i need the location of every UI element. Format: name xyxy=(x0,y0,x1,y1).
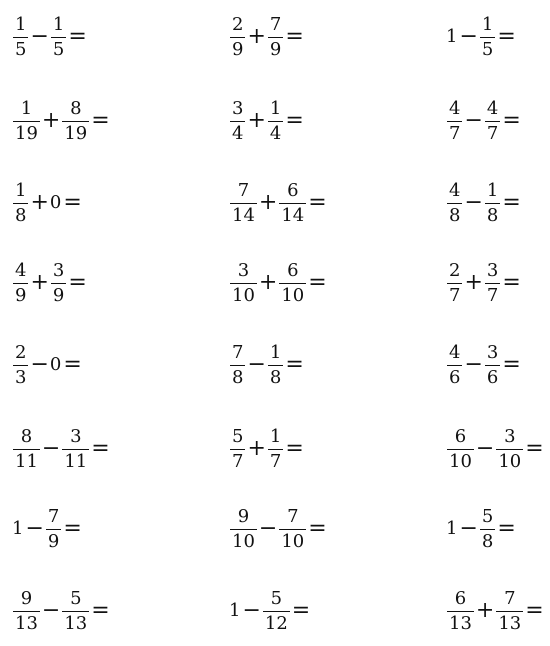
numerator: 3 xyxy=(486,341,499,363)
equals-sign: = xyxy=(308,516,327,541)
problem xyxy=(229,330,305,400)
equals-sign: = xyxy=(285,24,304,49)
numerator: 5 xyxy=(270,587,283,609)
fraction xyxy=(62,97,89,144)
numerator: 4 xyxy=(449,179,461,201)
fraction xyxy=(447,425,474,472)
denominator: 7 xyxy=(449,284,461,306)
numerator: 7 xyxy=(504,587,516,609)
fraction xyxy=(13,179,28,226)
plus-sign: + xyxy=(475,598,495,623)
equals-sign: = xyxy=(291,598,311,623)
minus-sign: − xyxy=(459,24,478,49)
problem xyxy=(446,576,545,646)
fraction xyxy=(13,587,40,634)
numerator: 1 xyxy=(52,13,65,35)
numerator: 1 xyxy=(15,179,27,201)
minus-sign: − xyxy=(242,598,261,623)
numerator: 3 xyxy=(237,259,250,281)
equals-sign: = xyxy=(63,190,82,215)
fraction xyxy=(279,259,306,306)
fraction xyxy=(268,13,283,60)
denominator: 3 xyxy=(15,366,27,388)
numerator: 2 xyxy=(232,13,244,35)
numerator: 1 xyxy=(269,341,282,363)
fraction xyxy=(263,587,290,634)
minus-sign: − xyxy=(30,352,49,377)
denominator: 5 xyxy=(15,38,27,60)
denominator: 9 xyxy=(232,38,244,60)
fraction xyxy=(496,425,523,472)
fraction xyxy=(447,587,474,634)
numerator: 6 xyxy=(454,425,467,447)
numerator: 1 xyxy=(269,97,282,119)
numerator: 7 xyxy=(237,179,250,201)
numerator: 4 xyxy=(449,97,461,119)
minus-sign: − xyxy=(247,352,266,377)
denominator: 9 xyxy=(15,284,27,306)
plus-sign: + xyxy=(258,270,278,295)
equals-sign: = xyxy=(285,436,304,461)
numerator: 2 xyxy=(15,341,27,363)
numerator: 2 xyxy=(449,259,461,281)
numerator: 4 xyxy=(15,259,27,281)
fraction xyxy=(485,259,500,306)
denominator: 4 xyxy=(232,122,244,144)
numerator: 1 xyxy=(269,425,282,447)
minus-sign: − xyxy=(464,108,483,133)
problem xyxy=(12,414,111,484)
fraction xyxy=(480,505,495,552)
whole-number: 1 xyxy=(229,600,241,621)
problem xyxy=(12,86,111,156)
minus-sign: − xyxy=(25,516,44,541)
plus-sign: + xyxy=(247,108,266,133)
numerator: 8 xyxy=(20,425,33,447)
plus-sign: + xyxy=(30,270,49,295)
denominator: 5 xyxy=(481,38,494,60)
equals-sign: = xyxy=(525,598,544,623)
equals-sign: = xyxy=(91,598,110,623)
minus-sign: − xyxy=(41,436,61,461)
fraction xyxy=(62,587,89,634)
problem xyxy=(12,248,88,318)
fraction xyxy=(51,13,66,60)
equals-sign: = xyxy=(285,352,304,377)
fraction xyxy=(230,505,257,552)
denominator: 4 xyxy=(269,122,282,144)
denominator: 6 xyxy=(449,366,461,388)
numerator: 3 xyxy=(70,425,82,447)
fraction xyxy=(13,341,28,388)
problem xyxy=(12,168,83,238)
numerator: 3 xyxy=(232,97,244,119)
numerator: 1 xyxy=(486,179,499,201)
problem xyxy=(229,168,328,238)
fraction xyxy=(230,259,257,306)
numerator: 5 xyxy=(481,505,494,527)
equals-sign: = xyxy=(497,516,516,541)
denominator: 8 xyxy=(449,204,461,226)
equals-sign: = xyxy=(68,270,87,295)
denominator: 10 xyxy=(232,530,255,552)
fraction xyxy=(51,259,66,306)
denominator: 10 xyxy=(449,450,472,472)
equals-sign: = xyxy=(525,436,544,461)
denominator: 6 xyxy=(486,366,499,388)
fraction xyxy=(62,425,89,472)
denominator: 10 xyxy=(498,450,522,472)
problem xyxy=(446,86,522,156)
denominator: 10 xyxy=(281,284,305,306)
denominator: 8 xyxy=(486,204,499,226)
fraction xyxy=(230,13,245,60)
equals-sign: = xyxy=(63,516,82,541)
denominator: 8 xyxy=(269,366,282,388)
equals-sign: = xyxy=(63,352,82,377)
denominator: 7 xyxy=(486,122,499,144)
problem xyxy=(229,494,328,564)
numerator: 7 xyxy=(47,505,60,527)
denominator: 9 xyxy=(47,530,60,552)
equals-sign: = xyxy=(502,270,521,295)
whole-number: 1 xyxy=(12,518,24,539)
denominator: 14 xyxy=(232,204,255,226)
whole-number: 0 xyxy=(49,192,62,213)
denominator: 12 xyxy=(264,612,288,634)
fraction xyxy=(447,259,462,306)
problem xyxy=(446,330,522,400)
denominator: 7 xyxy=(486,284,499,306)
problem xyxy=(12,2,88,72)
problem xyxy=(12,330,83,400)
fraction xyxy=(496,587,523,634)
equals-sign: = xyxy=(502,352,521,377)
minus-sign: − xyxy=(464,352,483,377)
denominator: 8 xyxy=(232,366,244,388)
fraction xyxy=(230,341,245,388)
denominator: 7 xyxy=(269,450,282,472)
minus-sign: − xyxy=(41,598,61,623)
denominator: 19 xyxy=(15,122,38,144)
fraction xyxy=(230,179,257,226)
problem xyxy=(229,2,305,72)
fraction xyxy=(485,179,500,226)
whole-number: 0 xyxy=(49,354,62,375)
denominator: 7 xyxy=(232,450,244,472)
problem xyxy=(229,414,305,484)
denominator: 14 xyxy=(281,204,305,226)
plus-sign: + xyxy=(247,24,266,49)
fraction xyxy=(13,259,28,306)
numerator: 3 xyxy=(486,259,499,281)
problem xyxy=(12,576,111,646)
equals-sign: = xyxy=(285,108,304,133)
numerator: 3 xyxy=(504,425,516,447)
equals-sign: = xyxy=(497,24,516,49)
denominator: 13 xyxy=(449,612,472,634)
fraction xyxy=(279,179,306,226)
plus-sign: + xyxy=(247,436,266,461)
plus-sign: + xyxy=(258,190,278,215)
denominator: 10 xyxy=(232,284,255,306)
fraction xyxy=(485,97,500,144)
numerator: 9 xyxy=(20,587,33,609)
minus-sign: − xyxy=(464,190,483,215)
minus-sign: − xyxy=(459,516,478,541)
plus-sign: + xyxy=(30,190,49,215)
equals-sign: = xyxy=(308,270,327,295)
denominator: 9 xyxy=(269,38,282,60)
plus-sign: + xyxy=(464,270,483,295)
fraction xyxy=(13,13,28,60)
plus-sign: + xyxy=(41,108,61,133)
denominator: 13 xyxy=(498,612,522,634)
denominator: 13 xyxy=(15,612,38,634)
numerator: 1 xyxy=(481,13,494,35)
numerator: 7 xyxy=(287,505,299,527)
numerator: 3 xyxy=(52,259,65,281)
fraction xyxy=(13,97,40,144)
equals-sign: = xyxy=(91,108,110,133)
numerator: 5 xyxy=(232,425,244,447)
numerator: 4 xyxy=(486,97,499,119)
problem xyxy=(229,248,328,318)
numerator: 6 xyxy=(287,259,299,281)
numerator: 9 xyxy=(237,505,250,527)
equals-sign: = xyxy=(502,190,521,215)
problem xyxy=(12,494,83,564)
equals-sign: = xyxy=(308,190,327,215)
minus-sign: − xyxy=(258,516,278,541)
problem xyxy=(446,494,517,564)
equals-sign: = xyxy=(91,436,110,461)
fraction xyxy=(485,341,500,388)
denominator: 8 xyxy=(481,530,494,552)
numerator: 5 xyxy=(70,587,82,609)
fraction xyxy=(447,179,462,226)
numerator: 4 xyxy=(449,341,461,363)
fraction xyxy=(279,505,306,552)
problem xyxy=(446,2,517,72)
denominator: 10 xyxy=(281,530,305,552)
numerator: 6 xyxy=(454,587,467,609)
denominator: 8 xyxy=(15,204,27,226)
whole-number: 1 xyxy=(446,26,458,47)
problem xyxy=(229,576,311,646)
problem xyxy=(446,168,522,238)
fraction xyxy=(447,341,462,388)
problem xyxy=(446,248,522,318)
minus-sign: − xyxy=(475,436,495,461)
fraction xyxy=(46,505,61,552)
denominator: 11 xyxy=(15,450,38,472)
equals-sign: = xyxy=(502,108,521,133)
denominator: 9 xyxy=(52,284,65,306)
numerator: 1 xyxy=(20,97,33,119)
denominator: 7 xyxy=(449,122,461,144)
problem xyxy=(229,86,305,156)
numerator: 1 xyxy=(15,13,27,35)
numerator: 7 xyxy=(269,13,282,35)
fraction xyxy=(447,97,462,144)
fraction xyxy=(268,97,283,144)
denominator: 13 xyxy=(64,612,88,634)
equals-sign: = xyxy=(68,24,87,49)
denominator: 19 xyxy=(64,122,88,144)
fraction xyxy=(230,97,245,144)
numerator: 8 xyxy=(70,97,82,119)
numerator: 6 xyxy=(287,179,299,201)
fraction xyxy=(230,425,245,472)
fraction xyxy=(268,425,283,472)
fraction xyxy=(13,425,40,472)
minus-sign: − xyxy=(30,24,49,49)
denominator: 5 xyxy=(52,38,65,60)
denominator: 11 xyxy=(64,450,88,472)
numerator: 7 xyxy=(232,341,244,363)
fraction xyxy=(268,341,283,388)
fraction xyxy=(480,13,495,60)
whole-number: 1 xyxy=(446,518,458,539)
problem xyxy=(446,414,545,484)
